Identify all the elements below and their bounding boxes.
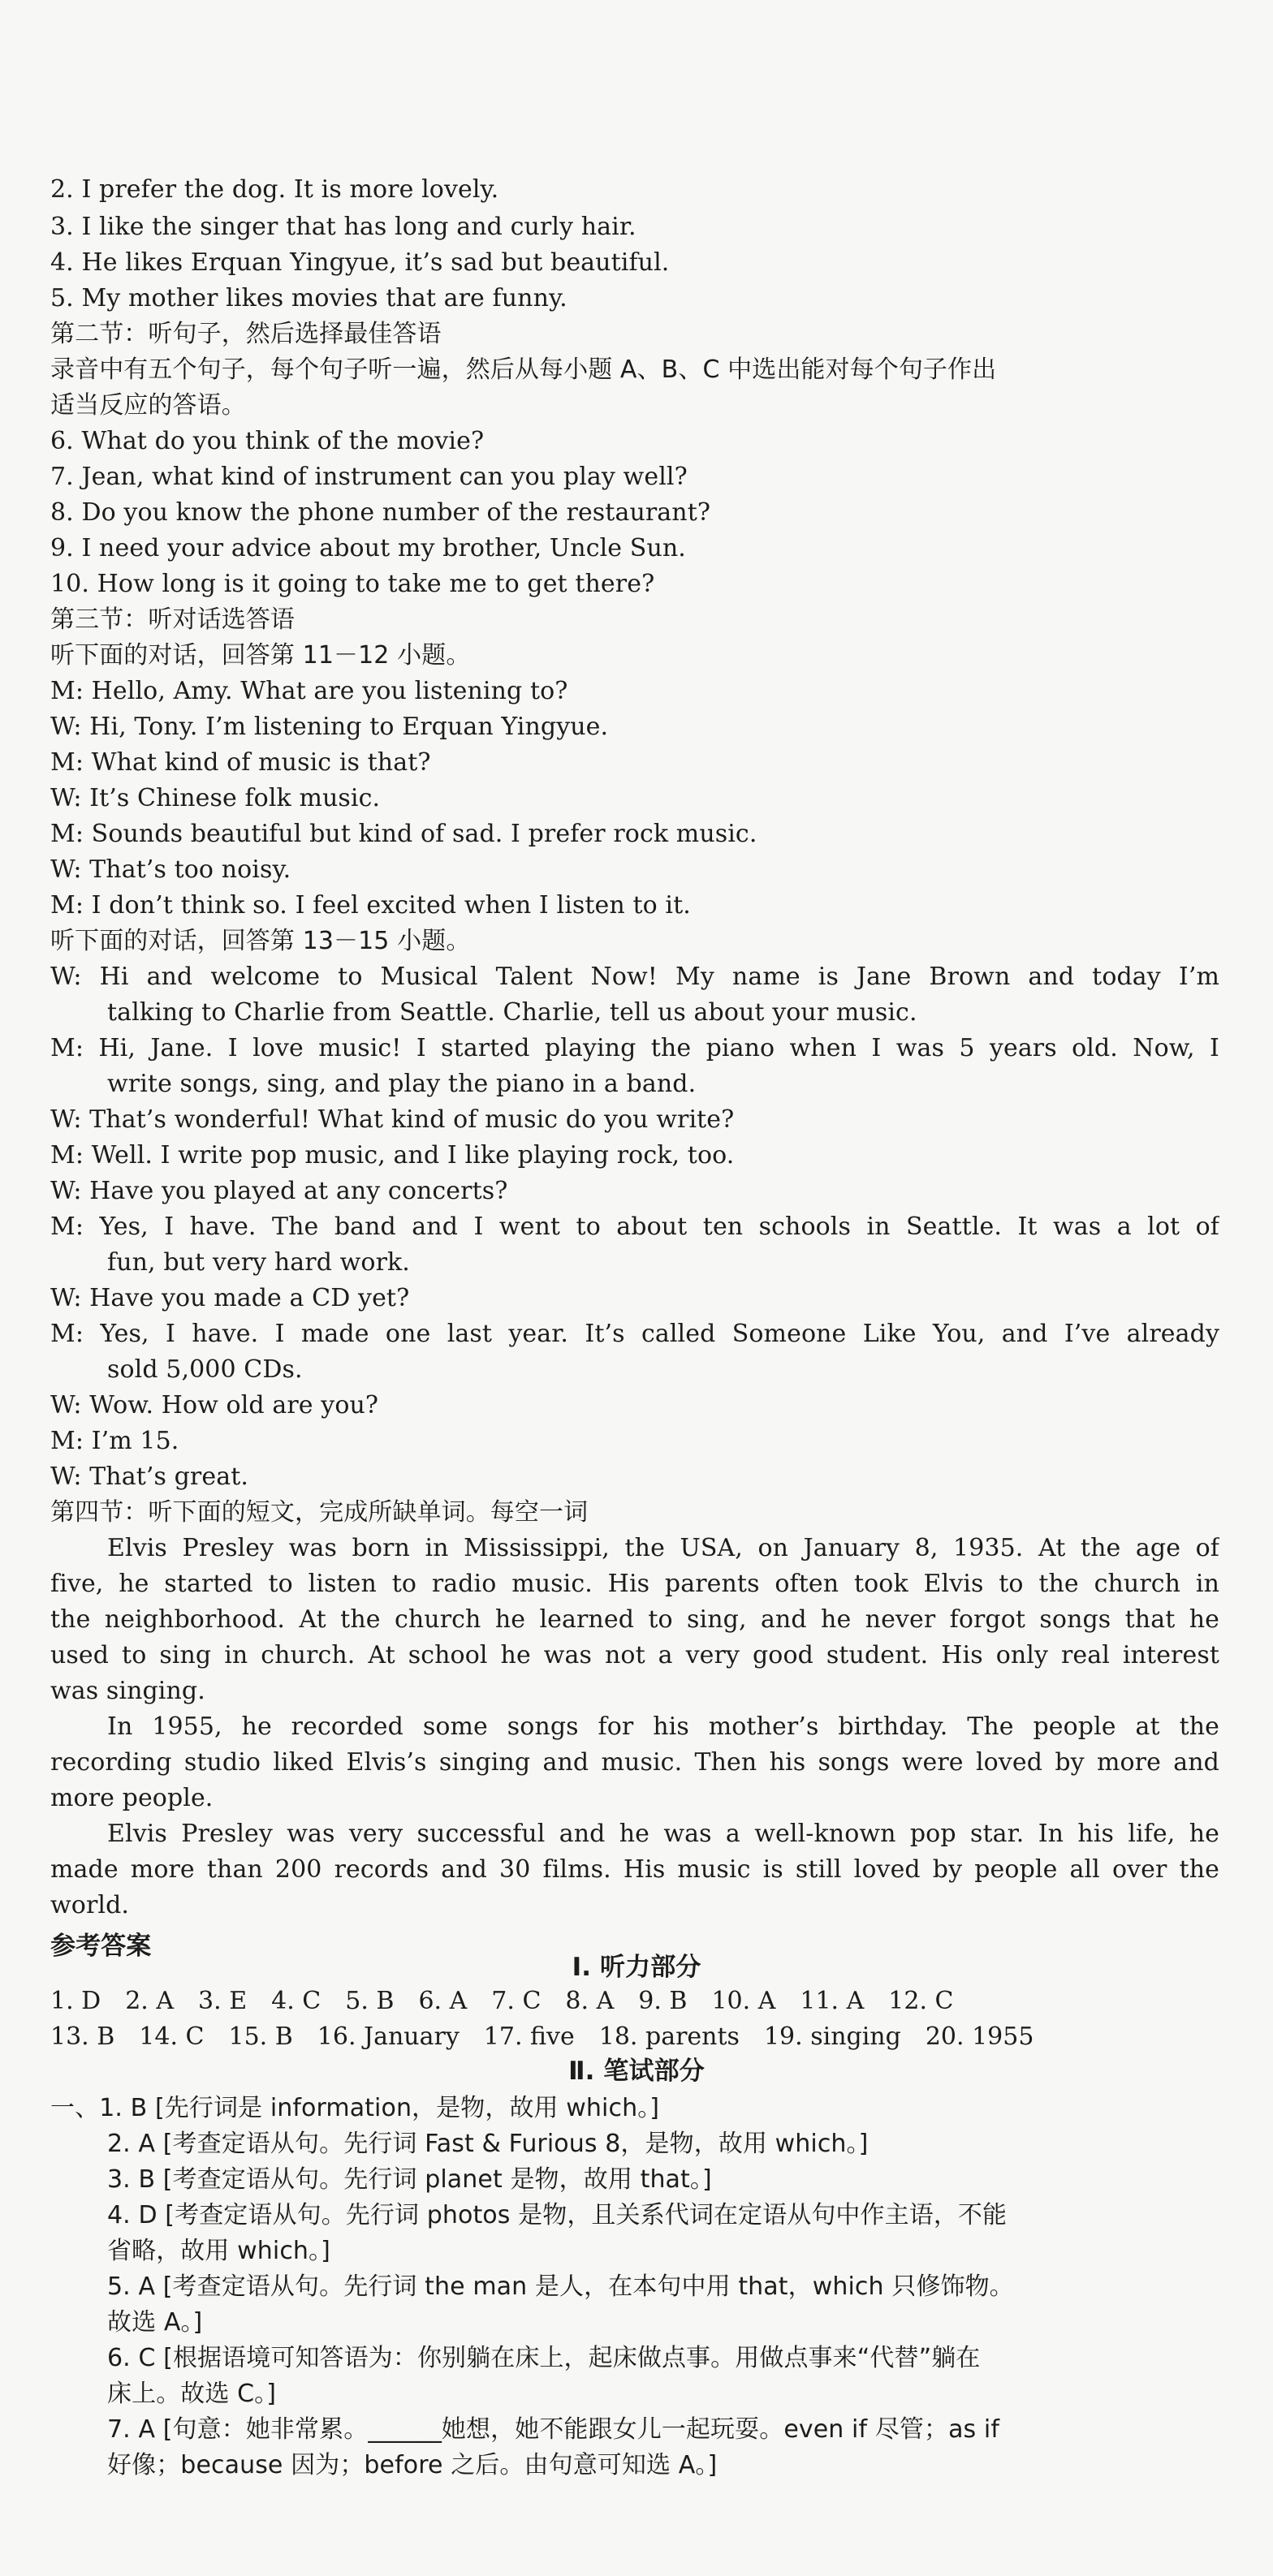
answer-item: 16. January xyxy=(317,2022,460,2051)
text-line: W: That’s great. xyxy=(50,1462,248,1491)
text-line: sold 5,000 CDs. xyxy=(107,1355,303,1384)
text-line: M: Well. I write pop music, and I like playing rock, too. xyxy=(50,1141,735,1170)
text-line: W: Hi and welcome to Musical Talent Now! My name is Jane Brown and today I’m xyxy=(50,963,1219,991)
answer-item: 18. parents xyxy=(598,2022,740,2051)
text-line: 3. I like the singer that has long and curly hair. xyxy=(50,213,636,241)
text-line: 8. Do you know the phone number of the restaurant? xyxy=(50,498,711,527)
answer-row xyxy=(50,1984,978,2019)
text-line: 第三节：听对话选答语 xyxy=(50,605,295,634)
answer-item: 1. D xyxy=(50,1987,101,2015)
answer-item: 12. C xyxy=(888,1987,954,2015)
answer-item: 5. B xyxy=(345,1987,395,2015)
text-line: write songs, sing, and play the piano in a band. xyxy=(107,1070,697,1098)
answer-item: 6. A xyxy=(418,1987,468,2015)
text-line: 好像；because 因为；before 之后。由句意可知选 A。] xyxy=(107,2451,718,2479)
text-line: made more than 200 records and 30 films. His music is still loved by people all over the xyxy=(50,1855,1219,1884)
text-line: 4. He likes Erquan Yingyue, it’s sad but beautiful. xyxy=(50,248,670,277)
text-line: was singing. xyxy=(50,1677,205,1705)
text-line: 适当反应的答语。 xyxy=(50,391,246,420)
text-line: 第四节：听下面的短文，完成所缺单词。每空一词 xyxy=(50,1498,589,1527)
text-line: 听下面的对话，回答第 11－12 小题。 xyxy=(50,641,471,670)
text-line: 6. What do you think of the movie? xyxy=(50,427,485,455)
text-line: the neighborhood. At the church he learned to sing, and he never forgot songs that he xyxy=(50,1605,1219,1634)
text-line: more people. xyxy=(50,1784,214,1812)
text-line: M: Hi, Jane. I love music! I started playing the piano when I was 5 years old. Now, I xyxy=(50,1034,1219,1062)
text-line: M: Yes, I have. I made one last year. It’s called Someone Like You, and I’ve already xyxy=(50,1320,1219,1348)
text-line: In 1955, he recorded some songs for his mother’s birthday. The people at the xyxy=(107,1712,1219,1741)
text-line: M: Hello, Amy. What are you listening to? xyxy=(50,677,568,705)
answer-item: 19. singing xyxy=(763,2022,901,2051)
text-line: used to sing in church. At school he was not a very good student. His only real interest xyxy=(50,1641,1219,1669)
text-line: 7. A [句意：她非常累。______她想，她不能跟女儿一起玩耍。even if 尽管；as if xyxy=(107,2415,1000,2444)
text-line: M: I’m 15. xyxy=(50,1427,179,1455)
text-line: M: What kind of music is that? xyxy=(50,748,431,777)
text-line: M: Sounds beautiful but kind of sad. I prefer rock music. xyxy=(50,820,757,848)
text-line: W: Hi, Tony. I’m listening to Erquan Yingyue. xyxy=(50,713,609,741)
text-line: 听下面的对话，回答第 13－15 小题。 xyxy=(50,927,471,955)
text-line: 5. A [考查定语从句。先行词 the man 是人，在本句中用 that，which 只修饰物。 xyxy=(107,2272,1014,2301)
text-line: 5. My mother likes movies that are funny. xyxy=(50,284,567,312)
answer-item: 7. C xyxy=(491,1987,542,2015)
text-line: W: It’s Chinese folk music. xyxy=(50,784,381,812)
text-line: recording studio liked Elvis’s singing and music. Then his songs were loved by more and xyxy=(50,1748,1219,1777)
text-line: 10. How long is it going to take me to get there? xyxy=(50,570,655,598)
text-line: 床上。故选 C。] xyxy=(107,2380,277,2408)
text-line: 9. I need your advice about my brother, Uncle Sun. xyxy=(50,534,686,562)
section-heading: 参考答案 xyxy=(50,1932,152,1961)
text-line: 3. B [考查定语从句。先行词 planet 是物，故用 that。] xyxy=(107,2165,712,2194)
text-line: 2. I prefer the dog. It is more lovely. xyxy=(50,175,499,204)
text-line: 7. Jean, what kind of instrument can you play well? xyxy=(50,463,688,491)
text-line: M: Yes, I have. The band and I went to about ten schools in Seattle. It was a lot of xyxy=(50,1213,1219,1241)
text-line: world. xyxy=(50,1891,130,1919)
text-line: 第二节：听句子，然后选择最佳答语 xyxy=(50,320,442,348)
answer-item: 15. B xyxy=(228,2022,293,2051)
answer-item: 20. 1955 xyxy=(925,2022,1034,2051)
text-line: 故选 A。] xyxy=(107,2308,203,2337)
text-line: W: Wow. How old are you? xyxy=(50,1391,379,1419)
text-line: 6. C [根据语境可知答语为：你别躺在床上，起床做点事。用做点事来“代替”躺在 xyxy=(107,2344,981,2372)
section-heading: Ⅱ. 笔试部分 xyxy=(568,2057,705,2086)
text-line: 一、1. B [先行词是 information，是物，故用 which。] xyxy=(50,2094,660,2122)
text-line: 省略，故用 which。] xyxy=(107,2237,330,2265)
text-line: Elvis Presley was born in Mississippi, the USA, on January 8, 1935. At the age of xyxy=(107,1534,1219,1562)
answer-item: 3. E xyxy=(198,1987,248,2015)
answer-item: 11. A xyxy=(800,1987,865,2015)
text-line: 4. D [考查定语从句。先行词 photos 是物，且关系代词在定语从句中作主语，不能 xyxy=(107,2201,1008,2229)
answer-item: 14. C xyxy=(139,2022,205,2051)
answer-item: 8. A xyxy=(565,1987,615,2015)
answer-row xyxy=(50,2019,1058,2055)
text-line: W: Have you played at any concerts? xyxy=(50,1177,508,1205)
answer-item: 4. C xyxy=(271,1987,321,2015)
text-line: Elvis Presley was very successful and he was a well-known pop star. In his life, he xyxy=(107,1820,1219,1848)
text-line: five, he started to listen to radio music. His parents often took Elvis to the church in xyxy=(50,1570,1219,1598)
text-line: W: That’s too noisy. xyxy=(50,855,291,884)
answer-item: 17. five xyxy=(483,2022,575,2051)
answer-item: 2. A xyxy=(125,1987,175,2015)
answer-item: 13. B xyxy=(50,2022,115,2051)
text-line: fun, but very hard work. xyxy=(107,1248,410,1277)
answer-item: 10. A xyxy=(711,1987,776,2015)
text-line: W: Have you made a CD yet? xyxy=(50,1284,410,1312)
answer-item: 9. B xyxy=(638,1987,688,2015)
text-line: talking to Charlie from Seattle. Charlie, tell us about your music. xyxy=(107,998,917,1027)
text-line: W: That’s wonderful! What kind of music do you write? xyxy=(50,1105,735,1134)
text-line: 录音中有五个句子，每个句子听一遍，然后从每小题 A、B、C 中选出能对每个句子作出 xyxy=(50,355,997,384)
text-line: M: I don’t think so. I feel excited when I listen to it. xyxy=(50,891,691,920)
text-line: 2. A [考查定语从句。先行词 Fast & Furious 8，是物，故用 which。] xyxy=(107,2130,869,2158)
section-heading: Ⅰ. 听力部分 xyxy=(572,1953,701,1982)
